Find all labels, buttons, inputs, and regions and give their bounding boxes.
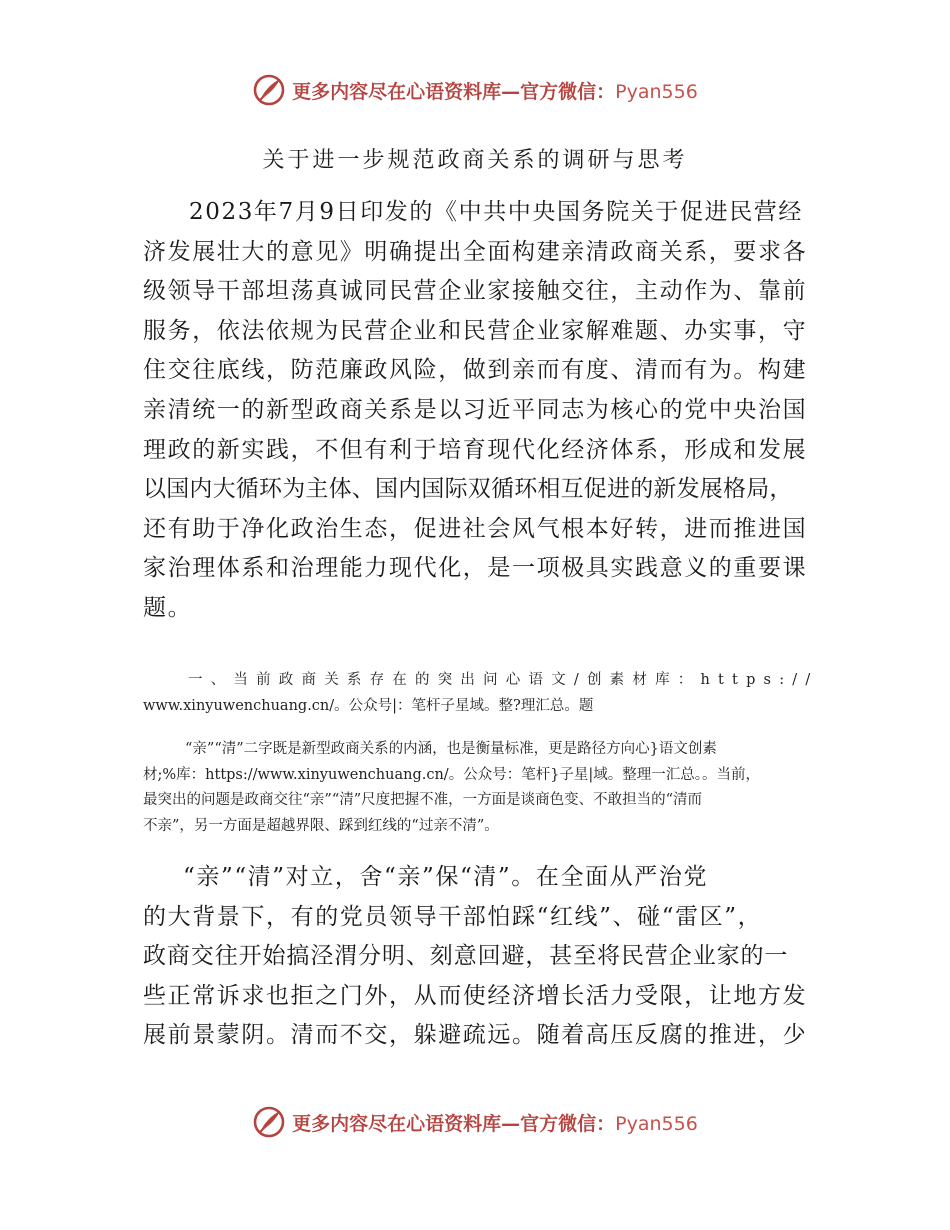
- text-line: 以国内大循环为主体、国内国际双循环相互促进的新发展格局，: [143, 476, 793, 503]
- banner-text: 更多内容尽在心语资料库—官方微信：: [292, 1112, 616, 1135]
- text-line: 材;%库：https://www.xinyuwenchuang.cn/。公众号：笔杆}子星|域。整理一汇总。。当前，: [143, 766, 761, 783]
- text-line: 还有助于净化政治生态，促进社会风气根本好转，进而推进国: [143, 515, 808, 542]
- text-line: 的大背景下，有的党员领导干部怕踩“红线”、碰“雷区”，: [143, 903, 763, 930]
- paragraph-intro: [143, 193, 823, 629]
- text-line: 服务，依法依规为民营企业和民营企业家解难题、办实事，守: [143, 317, 808, 344]
- text-line: 不亲”，另一方面是超越界限、踩到红线的“过亲不清”。: [143, 817, 499, 834]
- text-line: 亲清统一的新型政商关系是以习近平同志为核心的党中央治国: [143, 396, 808, 423]
- text-line: 理政的新实践，不但有利于培育现代化经济体系，形成和发展: [143, 436, 808, 463]
- header-watermark-banner: [0, 70, 950, 110]
- text-line: 住交往底线，防范廉政风险，做到亲而有度、清而有为。构建: [143, 357, 808, 384]
- text-line: 一、当前政商关系存在的突出问心语文/创素材库：https://: [188, 672, 819, 688]
- text-line: 题。: [143, 594, 193, 621]
- section-heading: [143, 668, 819, 719]
- text-line: 2023年7月9日印发的《中共中央国务院关于促进民营经: [189, 199, 803, 225]
- text-line: 济发展壮大的意见》明确提出全面构建亲清政商关系，要求各: [143, 238, 808, 265]
- paragraph-small: [143, 737, 815, 839]
- banner-handle: Pyan556: [615, 80, 698, 103]
- text-line: 家治理体系和治理能力现代化，是一项极具实践意义的重要课: [143, 555, 808, 582]
- banner-handle: Pyan556: [615, 1112, 698, 1135]
- text-line: 政商交往开始搞泾渭分明、刻意回避，甚至将民营企业家的一: [143, 943, 789, 970]
- banner-text: 更多内容尽在心语资料库—官方微信：: [292, 80, 616, 103]
- footer-watermark-banner: [0, 1102, 950, 1142]
- text-line: 展前景蒙阴。清而不交，躲避疏远。随着高压反腐的推进，少: [143, 1022, 808, 1049]
- feather-logo-icon: [252, 1105, 286, 1139]
- text-line: 最突出的问题是政商交往“亲”“清”尺度把握不准，一方面是谈商色变、不敢担当的“清而: [143, 792, 703, 808]
- paragraph-body: [143, 858, 823, 1056]
- feather-logo-icon: [252, 73, 286, 107]
- document-title: 关于进一步规范政商关系的调研与思考: [262, 148, 688, 173]
- text-line: 级领导干部坦荡真诚同民营企业家接触交往，主动作为、靠前: [143, 278, 808, 305]
- text-line: www.xinyuwenchuang.cn/。公众号|：笔杆子星域。整?理汇总。题: [143, 697, 594, 714]
- text-line: “亲”“清”二字既是新型政商关系的内涵，也是衡量标准，更是路径方向心}语文创素: [185, 741, 717, 757]
- text-line: 些正常诉求也拒之门外，从而使经济增长活力受限，让地方发: [143, 982, 808, 1009]
- text-line: “亲”“清”对立，舍“亲”保“清”。在全面从严治党: [183, 864, 709, 890]
